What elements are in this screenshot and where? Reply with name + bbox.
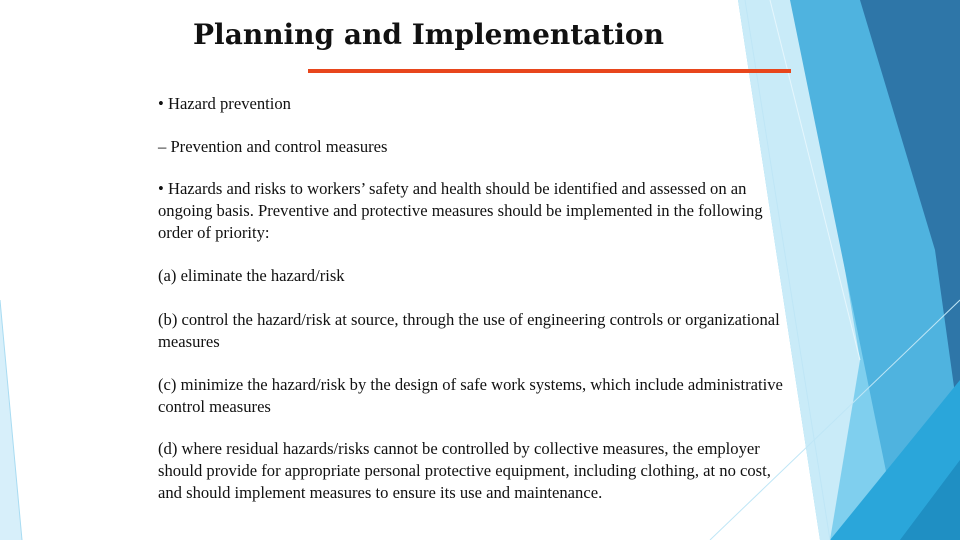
paragraph-hazard-prevention: • Hazard prevention <box>158 94 291 113</box>
paragraph-hazards-risks: • Hazards and risks to workers’ safety and health should be identified and assessed on an ongoing basis. Preventive and protective measures should be implemented in the following order of priority: <box>158 179 763 242</box>
paragraph-item-d: (d) where residual hazards/risks cannot be controlled by collective measures, the employer should provide for appropriate personal protective equipment, including clothing, at no cost, and should implement measures to ensure its use and maintenance. <box>158 439 771 502</box>
paragraph-item-c: (c) minimize the hazard/risk by the design of safe work systems, which include administrative control measures <box>158 375 783 416</box>
paragraph-item-a: (a) eliminate the hazard/risk <box>158 266 345 285</box>
paragraph-prevention-measures: – Prevention and control measures <box>158 137 388 156</box>
page-title: Planning and Implementation <box>193 18 664 51</box>
paragraph-item-b: (b) control the hazard/risk at source, through the use of engineering controls or organizational measures <box>158 310 780 351</box>
title-underline <box>308 69 791 73</box>
